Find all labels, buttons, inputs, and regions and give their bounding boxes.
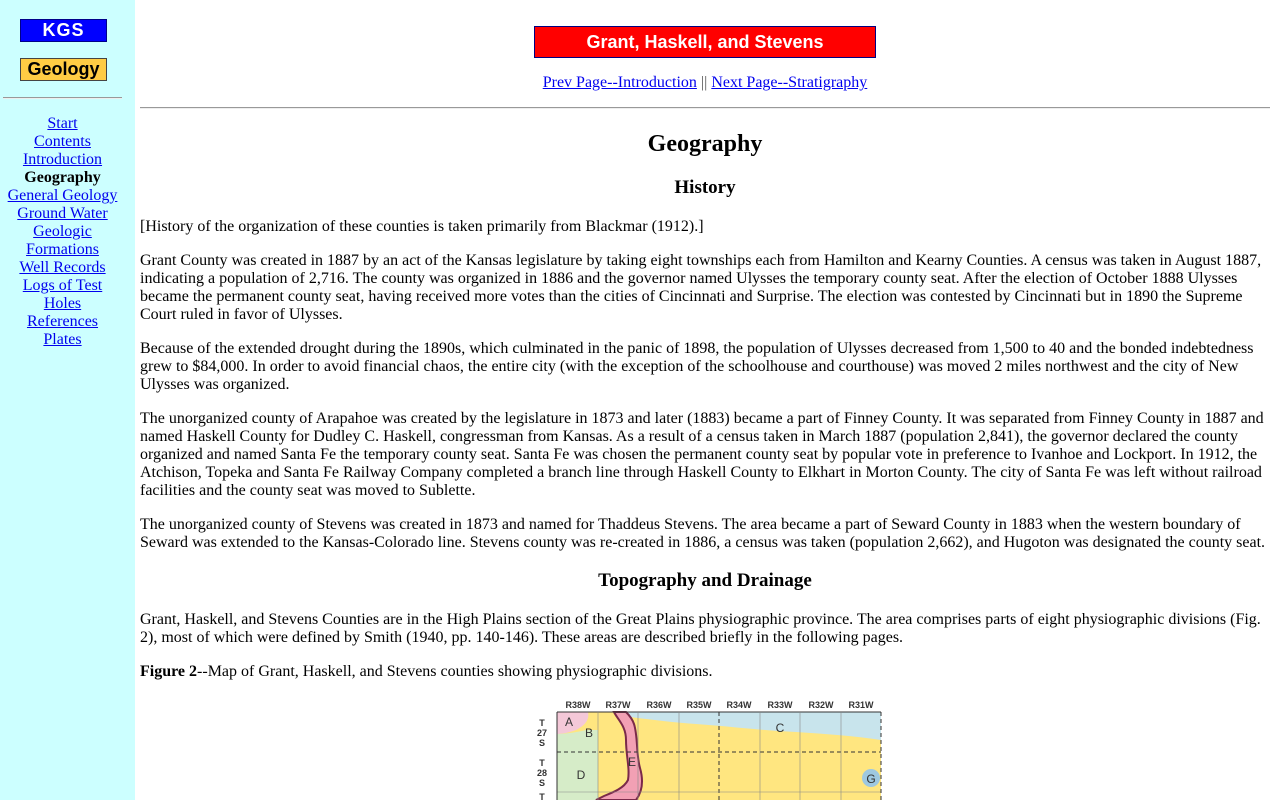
header-divider: [140, 107, 1270, 109]
sidebar-item-logs-of-test-holes[interactable]: Logs of Test Holes: [22, 277, 103, 312]
paragraph-grant-county: Grant County was created in 1887 by an act of the Kansas legislature by taking eight townships each from Hamilton and Kearny Counties. A census was taken in August 1887, indicating a population of 2,716. The county was organized in 1886 and the governor named Ulysses the temporary county seat. After the election of October 1888 Ulysses became the permanent county seat, having received more votes than the cities of Cincinnati and Surprise. The election was contested by Cincinnati but in 1890 the Supreme Court ruled in favor of Ulysses.: [140, 252, 1262, 323]
figure-label: Figure 2: [140, 663, 198, 680]
map-township-label: T: [539, 718, 545, 728]
map-label-e: E: [627, 755, 637, 769]
map-label-g: G: [866, 772, 876, 786]
sidebar-item-geography-current: Geography: [24, 169, 101, 186]
map-range-label: R31W: [848, 700, 874, 710]
nav-separator: ||: [700, 74, 708, 91]
page-title: Geography: [647, 131, 763, 157]
paragraph-stevens-county: The unorganized county of Stevens was created in 1873 and named for Thaddeus Stevens. The area became a part of Seward County in 1883 when the western boundary of Seward was extended to the Kansas-Colorado line. Stevens county was re-created in 1886, a census was taken (population 2,662), and Hugoton was designated the county seat.: [140, 516, 1266, 551]
paragraph-ulysses-drought: Because of the extended drought during the 1890s, which culminated in the panic of 1898, the population of Ulysses decreased from 1,500 to 40 and the bonded indebtedness grew to $84,000. In order to avoid financial chaos, the entire city (with the exception of the schoolhouse and courthouse) was moved 2 miles northwest and the city of New Ulysses was organized.: [140, 340, 1254, 393]
history-heading: History: [674, 177, 736, 198]
figure-caption-text: --Map of Grant, Haskell, and Stevens counties showing physiographic divisions.: [197, 663, 713, 680]
map-range-label: R34W: [726, 700, 752, 710]
page-navigation: [140, 73, 1270, 93]
main-content: [140, 0, 1268, 800]
map-township-label: S: [538, 778, 546, 788]
map-division-d: [557, 730, 598, 800]
kgs-logo[interactable]: KGS: [20, 19, 107, 42]
map-label-d: D: [576, 768, 586, 782]
page-title-banner: Grant, Haskell, and Stevens: [534, 26, 876, 58]
topography-heading: Topography and Drainage: [598, 570, 812, 591]
figure-caption: [140, 663, 1268, 681]
sidebar-item-well-records[interactable]: Well Records: [19, 259, 106, 276]
physiographic-map-figure[interactable]: [526, 696, 882, 800]
map-township-label: T: [539, 758, 545, 768]
map-township-label: T: [539, 792, 545, 800]
paragraph-haskell-county: The unorganized county of Arapahoe was created by the legislature in 1873 and later (1883) became a part of Finney County. It was separated from Finney County in 1887 and named Haskell County for Dudley C. Haskell, congressman from Kansas. As a result of a census taken in March 1887 (population 2,841), the governor declared the county organized and named Santa Fe the temporary county seat. Santa Fe was chosen the permanent county seat by popular vote in preference to Ivanhoe and Lockport. In 1912, the Atchison, Topeka and Santa Fe Railway Company completed a branch line through Haskell County to Elkhart in Morton County. The city of Santa Fe was left without railroad facilities and the county seat was moved to Sublette.: [140, 410, 1264, 499]
map-label-c: C: [775, 721, 785, 735]
sidebar-item-geologic-formations[interactable]: Geologic Formations: [26, 223, 99, 258]
physiographic-map: [526, 696, 882, 800]
sidebar-nav: [0, 115, 125, 349]
map-township-label: S: [538, 738, 546, 748]
map-range-label: R35W: [686, 700, 712, 710]
sidebar-item-ground-water[interactable]: Ground Water: [17, 205, 108, 222]
sidebar-item-start[interactable]: Start: [47, 115, 78, 132]
source-note: [History of the organization of these counties is taken primarily from Blackmar (1912).]: [140, 218, 704, 235]
map-label-a: A: [564, 715, 574, 729]
map-township-label: 27: [536, 728, 548, 738]
map-range-label: R38W: [565, 700, 591, 710]
sidebar-item-general-geology[interactable]: General Geology: [7, 187, 118, 204]
map-township-label: 28: [536, 768, 548, 778]
sidebar-item-contents[interactable]: Contents: [34, 133, 91, 150]
sidebar-item-plates[interactable]: Plates: [43, 331, 82, 348]
sidebar-item-introduction[interactable]: Introduction: [22, 151, 103, 168]
next-page-link[interactable]: Next Page--Stratigraphy: [711, 74, 868, 91]
sidebar-item-references[interactable]: References: [26, 313, 99, 330]
sidebar-divider: [3, 97, 122, 99]
geology-logo[interactable]: Geology: [20, 58, 107, 81]
map-range-label: R36W: [646, 700, 672, 710]
sidebar: [0, 0, 135, 800]
prev-page-link[interactable]: Prev Page--Introduction: [542, 74, 697, 91]
map-range-label: R37W: [605, 700, 631, 710]
map-range-label: R32W: [808, 700, 834, 710]
map-label-b: B: [584, 726, 594, 740]
map-range-label: R33W: [767, 700, 793, 710]
paragraph-topography: Grant, Haskell, and Stevens Counties are in the High Plains section of the Great Plains physiographic province. The area comprises parts of eight physiographic divisions (Fig. 2), most of which were defined by Smith (1940, pp. 140-146). These areas are described briefly in the following pages.: [140, 611, 1261, 646]
